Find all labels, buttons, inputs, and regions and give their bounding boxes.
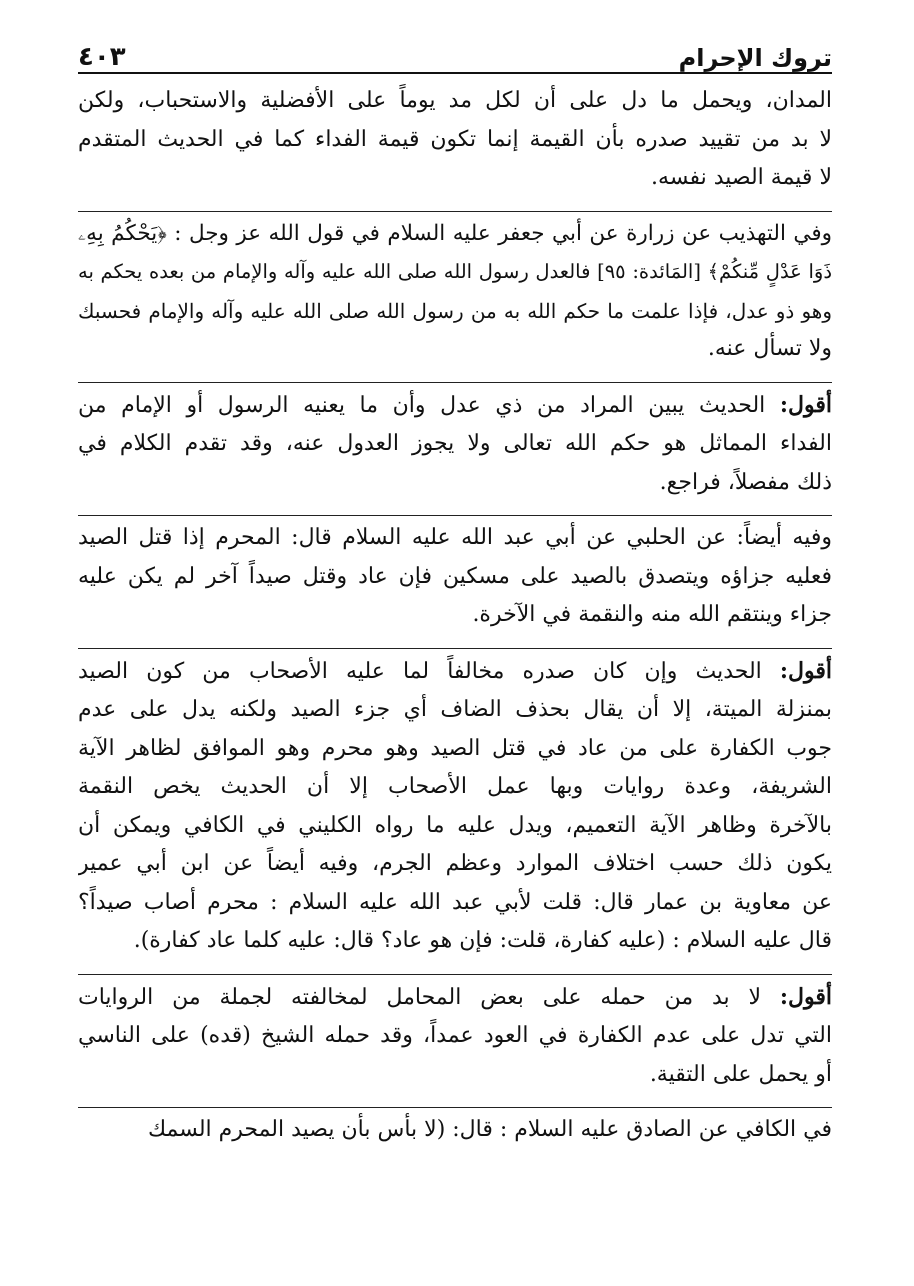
text-line xyxy=(78,730,832,769)
text-line xyxy=(78,884,832,923)
text-line xyxy=(78,292,832,331)
text-line xyxy=(78,845,832,884)
text-line xyxy=(78,1111,832,1150)
text-line xyxy=(78,596,832,635)
line-text: يكون ذلك حسب اختلاف الموارد وعظم الجرم، وفيه أيضاً عن ابن أبي عمير xyxy=(78,851,832,876)
line-text: لا قيمة الصيد نفسه. xyxy=(651,165,832,190)
text-line xyxy=(78,386,832,426)
text-line xyxy=(78,652,832,692)
line-text: بالآخرة وظاهر الآية التعميم، ويدل عليه ما رواه الكليني في الكافي ويمكن أن xyxy=(78,812,832,838)
line-text: الحديث يبين المراد من ذي عدل وأن ما يعنيه الرسول أو الإمام من xyxy=(78,392,766,418)
line-text: أو يحمل على التقية. xyxy=(649,1061,832,1087)
text-line xyxy=(78,159,832,198)
paragraph-lead: أقول: xyxy=(779,391,832,418)
paragraph xyxy=(78,82,832,198)
line-text: الفداء المماثل هو حكم الله تعالى ولا يجوز العدول عنه، وقد تقدم الكلام في xyxy=(78,431,832,456)
text-line xyxy=(78,691,832,730)
text-line xyxy=(78,215,832,254)
paragraph xyxy=(78,382,832,503)
line-text: لا بد من حمله على بعض المحامل لمخالفته لجملة من الروايات xyxy=(78,984,762,1010)
line-text: قال عليه السلام : (عليه كفارة، قلت: فإن هو عاد؟ قال: عليه كلما عاد كفارة). xyxy=(133,928,832,953)
paragraph xyxy=(78,211,832,369)
line-text: عن معاوية بن عمار قال: قلت لأبي عبد الله عليه السلام : محرم أصاب صيداً؟ xyxy=(78,889,832,915)
text-line xyxy=(78,82,832,121)
line-text: وهو ذو عدل، فإذا علمت ما حكم الله به من رسول الله صلى الله عليه وآله والإمام فحسبك xyxy=(78,298,832,323)
line-text: جزاء وينتقم الله منه والنقمة في الآخرة. xyxy=(472,602,832,627)
line-text: جوب الكفارة على من عاد في قتل الصيد وهو محرم وهو الموافق لظاهر الآية xyxy=(78,735,832,761)
paragraph xyxy=(78,974,832,1095)
line-text: وفيه أيضاً: عن الحلبي عن أبي عبد الله عليه السلام قال: المحرم إذا قتل الصيد xyxy=(78,525,832,550)
line-text: وفي التهذيب عن زرارة عن أبي جعفر عليه السلام في قول الله عز وجل : ﴿يَحْكُمُ بِهِۦ xyxy=(78,220,832,246)
running-header xyxy=(78,26,832,74)
book-page xyxy=(78,26,832,1286)
paragraph xyxy=(78,648,832,961)
line-text: الشريفة، وعدة روايات وبها عمل الأصحاب إلا أن الحديث يخص النقمة xyxy=(78,774,832,799)
line-text: ذَوَا عَدْلٍ مِّنكُمْ﴾ [المَائدة: ٩٥] فالعدل رسول الله صلى الله عليه وآله والإمام من بعده يحكم به xyxy=(78,260,832,283)
text-line xyxy=(78,807,832,846)
line-text: الحديث وإن كان صدره مخالفاً لما عليه الأصحاب من كون الصيد xyxy=(78,658,762,684)
paragraph-lead: أقول: xyxy=(779,657,832,684)
text-line xyxy=(78,768,832,807)
page-number: ٤٠٣ xyxy=(78,42,126,72)
line-text: بمنزلة الميتة، إلا أن يقال بحذف الضاف أي جزء الصيد ولكنه يدل على عدم xyxy=(78,697,832,722)
text-line xyxy=(78,425,832,464)
line-text: ولا تسأل عنه. xyxy=(707,336,832,361)
text-line xyxy=(78,519,832,558)
line-text: في الكافي عن الصادق عليه السلام : قال: (لا بأس بأن يصيد المحرم السمك xyxy=(147,1117,832,1142)
paragraph-lead: أقول: xyxy=(779,983,832,1010)
line-text: فعليه جزاؤه ويتصدق بالصيد على مسكين فإن عاد وقتل صيداً آخر لم يكن عليه xyxy=(78,563,832,589)
paragraph xyxy=(78,1107,832,1150)
text-line xyxy=(78,121,832,160)
text-line xyxy=(78,1056,832,1095)
running-title: تروك الإحرام xyxy=(678,44,832,72)
text-line xyxy=(78,464,832,503)
text-line xyxy=(78,978,832,1018)
text-line xyxy=(78,1017,832,1056)
text-line xyxy=(78,330,832,369)
page-body xyxy=(78,82,832,1150)
line-text: لا بد من تقييد صدره بأن القيمة إنما تكون قيمة الفداء كما في الحديث المتقدم xyxy=(78,126,832,152)
text-line xyxy=(78,922,832,961)
line-text: ذلك مفصلاً، فراجع. xyxy=(659,469,832,495)
text-line xyxy=(78,558,832,597)
paragraph xyxy=(78,515,832,635)
text-line xyxy=(78,253,832,292)
line-text: المدان، ويحمل ما دل على أن لكل مد يوماً على الأفضلية والاستحباب، ولكن xyxy=(78,88,832,113)
line-text: التي تدل على عدم الكفارة في العود عمداً، وقد حمله الشيخ (قده) على الناسي xyxy=(78,1023,832,1048)
